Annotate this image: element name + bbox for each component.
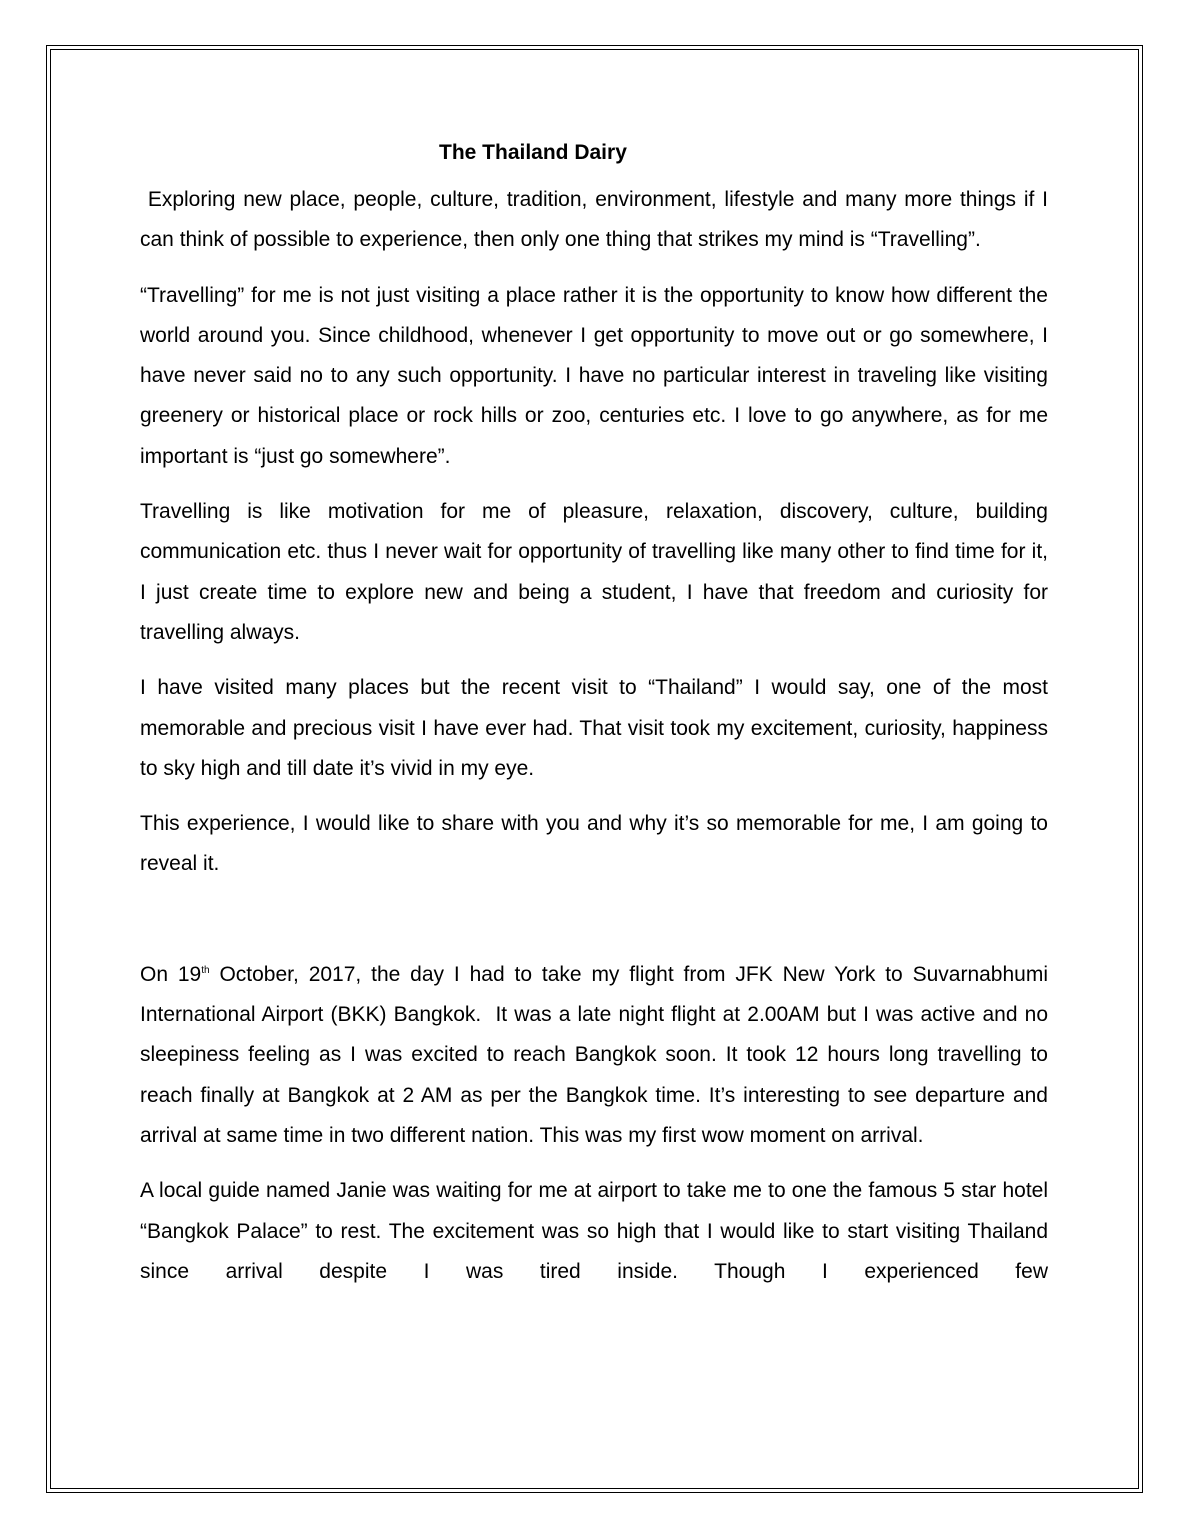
paragraph-share-experience: This experience, I would like to share with you and why it’s so memorable for me, I am going to reveal it. xyxy=(140,812,1048,876)
flight-text-rest: October, 2017, the day I had to take my flight from JFK New York to Suvarnabhumi International Airport (BKK) Bangkok. It was a late night flight at 2.00AM but I was active and no sleepiness feeling as I was excited to reach Bangkok soon. It took 12 hours long travelling to reach finally at Bangkok at 2 AM as per the Bangkok time. It’s interesting to see departure and arrival at same time in two different nation. This was my first wow moment on arrival. xyxy=(140,962,1054,1147)
paragraph-local-guide: A local guide named Janie was waiting for me at airport to take me to one the famous 5 star hotel “Bangkok Palace” to rest. The excitement was so high that I would like to start visiting Thailand since arrival despite I was tired inside. Though I experienced few xyxy=(140,1179,1048,1283)
flight-text-prefix: On 19 xyxy=(140,962,202,986)
paragraph-travelling-meaning: “Travelling” for me is not just visiting a place rather it is the opportunity to know how different the world around you. Since childhood, whenever I get opportunity to move out or go somewhere, I have never said no to any such opportunity. I have no particular interest in traveling like visiting greenery or historical place or rock hills or zoo, centuries etc. I love to go anywhere, as for me important is “just go somewhere”. xyxy=(140,283,1048,468)
paragraph-motivation: Travelling is like motivation for me of pleasure, relaxation, discovery, culture, building communication etc. thus I never wait for opportunity of travelling like many other to find time for it, I just create time to explore new and being a student, I have that freedom and curiosity for travelling always. xyxy=(140,500,1048,644)
paragraph-thailand-visit: I have visited many places but the recent visit to “Thailand” I would say, one of the most memorable and precious visit I have ever had. That visit took my excitement, curiosity, happiness to sky high and till date it’s vivid in my eye. xyxy=(140,676,1048,780)
document-title: The Thailand Dairy xyxy=(439,141,627,164)
document-body xyxy=(140,138,1054,1307)
ordinal-superscript: th xyxy=(201,964,210,976)
paragraph-flight xyxy=(140,955,1054,1156)
paragraph-intro: Exploring new place, people, culture, tradition, environment, lifestyle and many more things if I can think of possible to experience, then only one thing that strikes my mind is “Travelling”. xyxy=(140,188,1054,252)
paragraph-gap xyxy=(140,900,1048,955)
